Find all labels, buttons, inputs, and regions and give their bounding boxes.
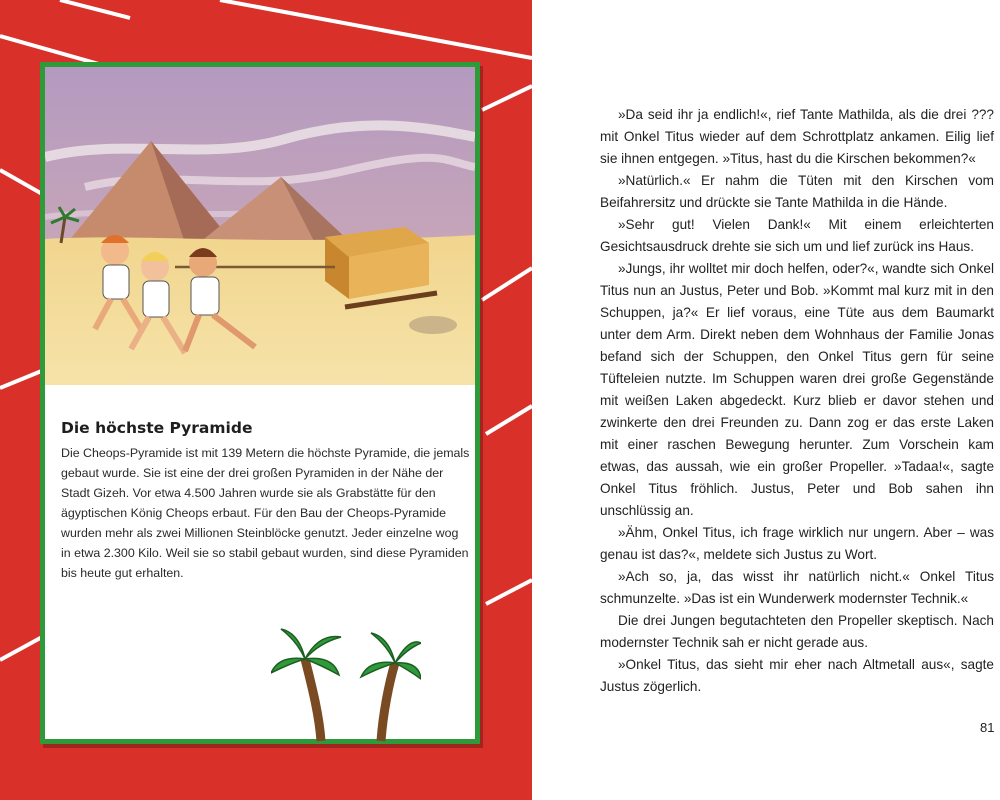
info-text: Die Cheops-Pyramide ist mit 139 Metern die höchste Pyramide, die jemals gebaut wurde. Sie ist eine der drei großen Pyramiden in der Nähe der Stadt Gizeh. Vor etwa 4.500 Jahren wurde sie als Grabstätte für den ägyptischen König Cheops erbaut. Für den Bau der Cheops-Pyramide wurden mehr als zwei Millionen Steinblöcke genutzt. Jeder einzelne wog in etwa 2.300 Kilo. Weil sie so stabil gebaut wurden, sind diese Pyramiden bis heute gut erhalten. bbox=[61, 446, 470, 580]
paragraph: »Ach so, ja, das wisst ihr natürlich nicht.« Onkel Titus schmunzelte. »Das ist ein Wunderwerk modernster Technik.« bbox=[600, 569, 994, 606]
novel-text bbox=[600, 104, 994, 698]
info-title: Die höchste Pyramide bbox=[61, 419, 253, 437]
right-page bbox=[532, 0, 1000, 800]
palm-trees-illustration bbox=[271, 623, 421, 743]
paragraph: »Onkel Titus, das sieht mir eher nach Altmetall aus«, sagte Justus zögerlich. bbox=[600, 657, 994, 694]
info-box bbox=[61, 419, 471, 583]
pyramid-illustration bbox=[45, 67, 475, 385]
paragraph: »Jungs, ihr wolltet mir doch helfen, oder?«, wandte sich Onkel Titus nun an Justus, Peter und Bob. »Kommt mal kurz mit in den Schuppen, ja?« Er lief voraus, eine Tüte aus dem Baumarkt unter dem Arm. Direkt neben dem Wohnhaus der Familie Jonas befand sich der Schuppen, den Onkel Titus gern für seine Tüfteleien nutzte. Im Schuppen waren drei große Gegenstände mit weißen Laken abgedeckt. Kurz blieb er davor stehen und zwinkerte den drei Freunden zu. Dann zog er das erste Laken mit einer raschen Bewegung herunter. Zum Vorschein kam etwas, das aussah, wie ein großer Propeller. »Tadaa!«, sagte Onkel Titus fröhlich. Justus, Peter und Bob sahen ihn unschlüssig an. bbox=[600, 261, 994, 518]
paragraph: »Sehr gut! Vielen Dank!« Mit einem erleichterten Gesichtsausdruck drehte sie sich um und lief zurück ins Haus. bbox=[600, 217, 994, 254]
paragraph: »Ähm, Onkel Titus, ich frage wirklich nur ungern. Aber – was genau ist das?«, meldete sich Justus zu Wort. bbox=[600, 525, 994, 562]
paragraph: Die drei Jungen begutachteten den Propeller skeptisch. Nach modernster Technik sah er nicht gerade aus. bbox=[600, 613, 994, 650]
paragraph: »Natürlich.« Er nahm die Tüten mit den Kirschen vom Beifahrersitz und drückte sie Tante Mathilda in die Hände. bbox=[600, 173, 994, 210]
info-card bbox=[40, 62, 480, 744]
page-number: 81 bbox=[980, 720, 995, 735]
paragraph: »Da seid ihr ja endlich!«, rief Tante Mathilda, als die drei ??? mit Onkel Titus wieder auf dem Schrottplatz ankamen. Eilig lief sie ihnen entgegen. »Titus, hast du die Kirschen bekommen?« bbox=[600, 107, 994, 166]
